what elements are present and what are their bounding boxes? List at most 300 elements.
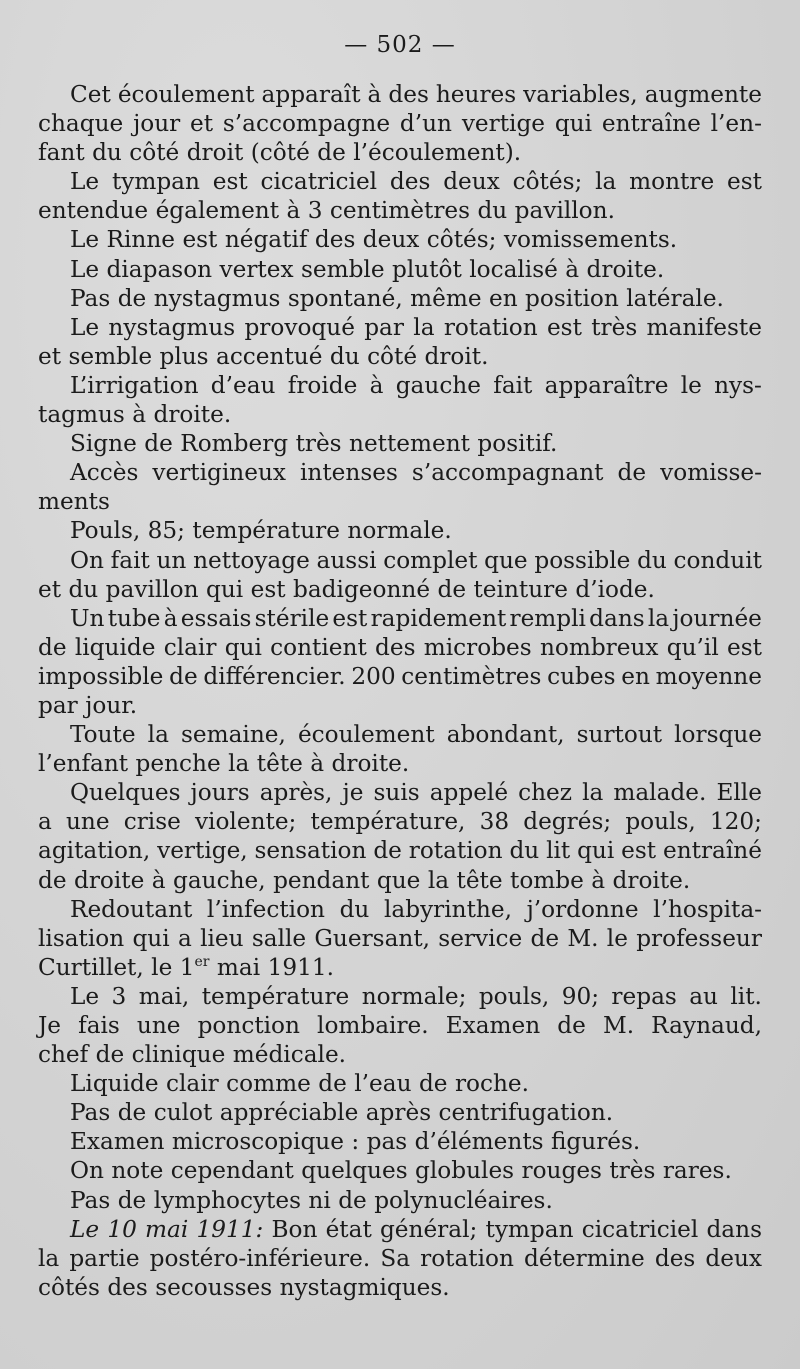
word: accentué	[216, 342, 323, 370]
word: est	[212, 168, 248, 196]
word: Redoutant	[70, 895, 193, 923]
word: froide	[287, 371, 358, 399]
word: de	[557, 1012, 586, 1039]
word: écoulement	[117, 81, 255, 108]
word: degrés;	[523, 808, 612, 836]
text-line	[38, 807, 762, 836]
word: ni	[308, 1186, 331, 1214]
page-number: — 502 —	[344, 32, 456, 58]
word: Romberg	[180, 430, 289, 458]
word: est	[182, 226, 218, 254]
text-line	[38, 516, 762, 545]
word: fait	[493, 371, 533, 399]
word: mai	[216, 953, 261, 981]
word: M.	[602, 1012, 635, 1039]
word: :	[351, 1128, 360, 1156]
word: température	[192, 517, 340, 545]
word: nombreux	[539, 633, 659, 661]
word: de	[117, 284, 147, 312]
word: Pas	[70, 1186, 111, 1214]
word: Signe	[70, 430, 137, 458]
word: penche	[135, 750, 221, 778]
word: s’accompagne	[222, 110, 391, 138]
word: est	[727, 168, 762, 196]
word: culot	[153, 1099, 213, 1127]
word: Elle	[716, 779, 762, 807]
word: et	[190, 110, 214, 138]
word: qui	[554, 110, 593, 138]
word: à	[132, 401, 147, 429]
word: stérile	[254, 604, 330, 632]
word: de	[338, 1186, 367, 1214]
word: en	[488, 284, 518, 312]
text-line	[38, 778, 762, 807]
word: Examen	[445, 1012, 541, 1039]
word: des	[388, 81, 429, 108]
word: spontané,	[287, 284, 403, 312]
word: polynucléaires.	[374, 1186, 553, 1214]
word: la	[147, 721, 169, 749]
word: la	[582, 779, 604, 807]
word: des	[654, 1244, 696, 1272]
date-word: Le	[70, 1215, 100, 1243]
word: droite.	[612, 866, 691, 894]
word: des	[107, 1273, 148, 1301]
word: variables,	[523, 81, 638, 108]
word: à	[369, 371, 384, 399]
word: rotation	[420, 1244, 514, 1272]
word: à	[310, 750, 325, 778]
word: entraîne	[601, 110, 701, 138]
word: qui	[206, 575, 244, 603]
word: 90;	[561, 982, 600, 1010]
word: qui	[224, 633, 262, 661]
word: Je	[38, 1012, 62, 1039]
word: côtés;	[426, 226, 497, 254]
word: droite.	[586, 255, 665, 283]
word: qui	[577, 837, 615, 865]
word: a	[177, 924, 192, 952]
word: nettoyage	[193, 546, 310, 574]
word: de	[418, 1070, 448, 1098]
word: vertex	[219, 255, 294, 283]
word: provoqué	[244, 313, 355, 341]
word: Toute	[70, 721, 136, 749]
word: tympan	[485, 1215, 574, 1243]
text-line	[38, 836, 762, 865]
word: Un	[70, 604, 105, 632]
word: l’en-	[710, 110, 762, 138]
word: entraîné	[662, 837, 762, 865]
word: de	[144, 430, 173, 458]
word: la	[228, 750, 250, 778]
word: localisé	[469, 255, 558, 283]
word: semble	[68, 342, 153, 370]
word: de	[95, 1041, 125, 1069]
word: agitation,	[38, 837, 151, 865]
word: de	[530, 924, 560, 952]
word: côtés	[38, 1273, 100, 1301]
word: intenses	[300, 459, 398, 487]
text-line	[38, 487, 762, 516]
word: fant	[38, 139, 85, 167]
word: nys-	[714, 371, 762, 399]
word: d’éléments	[414, 1128, 544, 1156]
word: cubes	[547, 662, 616, 690]
word: après	[365, 1099, 432, 1127]
word: a	[38, 808, 52, 836]
word: apparaître	[544, 371, 669, 399]
text-line	[38, 109, 762, 138]
word: centrifugation.	[438, 1099, 614, 1127]
text-line	[38, 895, 762, 924]
word: de	[317, 139, 346, 167]
word: Le	[70, 313, 100, 341]
word: 200	[351, 662, 396, 690]
word: liquide	[74, 633, 156, 661]
word: est	[727, 633, 762, 661]
word: Raynaud,	[651, 1012, 762, 1039]
word: température	[201, 982, 350, 1010]
word: normale.	[347, 517, 452, 545]
word: L’irrigation	[70, 371, 199, 399]
word: lit	[546, 837, 571, 865]
word: Guersant,	[314, 924, 431, 952]
word: positif.	[477, 430, 558, 458]
word: On	[70, 546, 104, 574]
word: badigeonné	[293, 575, 431, 603]
text-line	[38, 691, 762, 720]
date-word: 1911:	[196, 1215, 264, 1243]
word: moyenne	[655, 662, 762, 690]
word: possible	[534, 546, 631, 574]
word: journée	[672, 604, 762, 632]
word: et	[38, 575, 62, 603]
text-line	[38, 1215, 762, 1244]
date-word: mai	[145, 1215, 189, 1243]
word: à	[367, 81, 382, 108]
word: de	[117, 1099, 147, 1127]
word: semaine,	[180, 721, 286, 749]
word: à	[163, 604, 178, 632]
word: dans	[706, 1215, 762, 1243]
word: nystagmus	[153, 284, 281, 312]
word: latérale.	[626, 284, 724, 312]
word: vomissements.	[503, 226, 678, 254]
word: que	[376, 866, 421, 894]
text-line	[38, 80, 762, 109]
word: Accès	[70, 459, 139, 487]
word: des	[314, 226, 356, 254]
word: violente;	[194, 808, 297, 836]
word: de	[117, 1186, 147, 1214]
word: je	[342, 779, 364, 807]
word: 85;	[147, 517, 185, 545]
word: droit.	[424, 342, 489, 370]
word: vertige,	[157, 837, 248, 865]
word: rotation	[443, 313, 538, 341]
word: ponction	[197, 1012, 300, 1039]
word: que	[484, 546, 528, 574]
word: des	[389, 168, 431, 196]
word: vomisse-	[660, 459, 762, 487]
word: côtés;	[512, 168, 583, 196]
word: est	[546, 313, 582, 341]
word: par	[364, 313, 404, 341]
text-line	[38, 342, 762, 371]
word: heures	[435, 81, 517, 108]
word: entendue	[38, 197, 149, 225]
word: essais	[180, 604, 252, 632]
word: sensation	[254, 837, 367, 865]
text-line	[38, 1273, 762, 1302]
word: Quelques	[70, 779, 181, 807]
word: d’iode.	[575, 575, 655, 603]
word: et	[38, 342, 62, 370]
word: clinique	[131, 1041, 226, 1069]
text-line	[38, 953, 762, 982]
text-line	[38, 196, 762, 225]
word: négatif	[224, 226, 308, 254]
word: est	[250, 575, 286, 603]
word: état	[325, 1215, 372, 1243]
word: lombaire.	[317, 1012, 429, 1039]
word: montre	[629, 168, 715, 196]
word: d’un	[399, 110, 452, 138]
word: tagmus	[38, 401, 125, 429]
text-line	[38, 1011, 762, 1040]
word: de	[373, 837, 402, 865]
word: très	[591, 313, 638, 341]
word: position	[525, 284, 619, 312]
word: plus	[159, 342, 209, 370]
word: (côté	[250, 139, 310, 167]
word: la	[413, 313, 435, 341]
word: un	[156, 546, 187, 574]
word: comme	[226, 1070, 311, 1098]
word: 3	[307, 197, 323, 225]
word: deux	[443, 168, 500, 196]
word: Rinne	[106, 226, 176, 254]
word: Le	[70, 982, 100, 1010]
text-line	[38, 400, 762, 429]
text-line	[38, 225, 762, 254]
word: labyrinthe,	[383, 895, 512, 923]
word: jour.	[85, 691, 138, 719]
word: l’écoulement).	[353, 139, 522, 167]
word: roche.	[454, 1070, 529, 1098]
word: cependant	[170, 1157, 294, 1185]
word: microbes	[423, 633, 532, 661]
word: la	[647, 604, 670, 632]
word: globules	[415, 1157, 515, 1185]
word: d’eau	[210, 371, 276, 399]
text-line	[38, 720, 762, 749]
word: lisation	[38, 924, 125, 952]
word: partie	[69, 1244, 140, 1272]
word: le	[151, 953, 173, 981]
text-line	[38, 1040, 762, 1069]
word: 1911.	[267, 953, 334, 981]
word: Pas	[70, 1099, 111, 1127]
word: deux	[362, 226, 420, 254]
text-line	[38, 604, 762, 633]
word: chaque	[38, 110, 124, 138]
word: salle	[251, 924, 307, 952]
word: même	[410, 284, 482, 312]
word: très	[609, 1157, 656, 1185]
word: microscopique	[171, 1128, 344, 1156]
word: détermine	[524, 1244, 645, 1272]
word: vertige	[461, 110, 546, 138]
word: gauche,	[173, 866, 266, 894]
word: différencier.	[203, 662, 346, 690]
text-line	[38, 458, 762, 487]
text-line	[38, 1098, 762, 1127]
word: normale;	[361, 982, 467, 1010]
word: clair	[163, 633, 217, 661]
word: secousses	[155, 1273, 273, 1301]
word: pas	[366, 1128, 408, 1156]
word: appréciable	[219, 1099, 359, 1127]
word: lorsque	[674, 721, 762, 749]
word: appelé	[429, 779, 509, 807]
word: la	[595, 168, 617, 196]
text-line	[38, 284, 762, 313]
text-line	[38, 633, 762, 662]
word: apparaît	[261, 81, 361, 108]
word: la	[38, 1244, 60, 1272]
word: rares.	[662, 1157, 732, 1185]
word: service	[438, 924, 523, 952]
word: également	[155, 197, 280, 225]
word: ments	[38, 488, 110, 516]
word: Le	[70, 226, 100, 254]
word: à	[565, 255, 580, 283]
word: du	[509, 837, 540, 865]
word: pouls,	[625, 808, 696, 836]
word: est	[621, 837, 657, 865]
word: centimètres	[329, 197, 471, 225]
word: conduit	[673, 546, 762, 574]
word: l’enfant	[38, 750, 129, 778]
word: nystagmus	[108, 313, 236, 341]
word: du	[637, 546, 667, 574]
word: vertigineux	[152, 459, 286, 487]
word: chez	[518, 779, 572, 807]
word: médicale.	[232, 1041, 347, 1069]
word: pendant	[273, 866, 370, 894]
word: qui	[132, 924, 170, 952]
text-line	[38, 1244, 762, 1273]
word: écoulement	[297, 721, 435, 749]
word: température,	[310, 808, 466, 836]
text-line	[38, 1127, 762, 1156]
word: rotation	[408, 837, 503, 865]
word: lit.	[730, 982, 762, 1010]
date-ordinal: 1er	[179, 953, 210, 981]
word: droite.	[153, 401, 232, 429]
word: droite	[74, 866, 145, 894]
text-line	[38, 575, 762, 604]
word: contient	[270, 633, 367, 661]
word: repas	[611, 982, 677, 1010]
text-line	[38, 313, 762, 342]
word: figurés.	[550, 1128, 641, 1156]
word: aussi	[316, 546, 377, 574]
word: tête	[256, 750, 303, 778]
word: nystagmiques.	[279, 1273, 450, 1301]
word: jours	[190, 779, 250, 807]
word: complet	[383, 546, 478, 574]
body-text	[38, 80, 762, 1302]
text-line	[38, 546, 762, 575]
word: j’ordonne	[526, 895, 639, 923]
word: pavillon	[105, 575, 199, 603]
word: postéro-inférieure.	[149, 1244, 371, 1272]
text-line	[38, 1156, 762, 1185]
word: Curtillet,	[38, 953, 144, 981]
text-line	[38, 866, 762, 895]
word: augmente	[644, 81, 762, 108]
word: Liquide	[70, 1070, 159, 1098]
word: de	[318, 1070, 347, 1098]
word: du	[477, 197, 508, 225]
word: gauche	[395, 371, 481, 399]
text-line	[38, 167, 762, 196]
word: Pas	[70, 284, 111, 312]
word: des	[375, 633, 416, 661]
word: en	[621, 662, 650, 690]
word: du	[68, 575, 99, 603]
word: général;	[379, 1215, 478, 1243]
word: très	[295, 430, 342, 458]
word: tête	[456, 866, 503, 894]
word: nettement	[349, 430, 470, 458]
word: plutôt	[391, 255, 462, 283]
word: abondant,	[446, 721, 565, 749]
text-line	[38, 255, 762, 284]
word: une	[65, 808, 110, 836]
word: note	[111, 1157, 164, 1185]
word: Le	[70, 168, 100, 196]
word: le	[606, 924, 628, 952]
word: l’infection	[206, 895, 325, 923]
word: de	[617, 459, 647, 487]
word: 38	[479, 808, 510, 836]
word: malade.	[613, 779, 707, 807]
word: est	[332, 604, 368, 632]
word: tube	[107, 604, 161, 632]
word: Sa	[380, 1244, 411, 1272]
word: diapason	[106, 255, 213, 283]
word: Le	[70, 255, 100, 283]
word: Examen	[70, 1128, 165, 1156]
word: du	[329, 342, 360, 370]
word: la	[427, 866, 450, 894]
word: pavillon.	[514, 197, 615, 225]
word: de	[437, 575, 467, 603]
word: surtout	[576, 721, 663, 749]
word: crise	[123, 808, 181, 836]
word: mai,	[138, 982, 190, 1010]
text-line	[38, 749, 762, 778]
word: deux	[705, 1244, 762, 1272]
word: rapidement	[370, 604, 507, 632]
word: fais	[78, 1012, 120, 1039]
word: clair	[166, 1070, 219, 1098]
word: s’accompagnant	[411, 459, 604, 487]
